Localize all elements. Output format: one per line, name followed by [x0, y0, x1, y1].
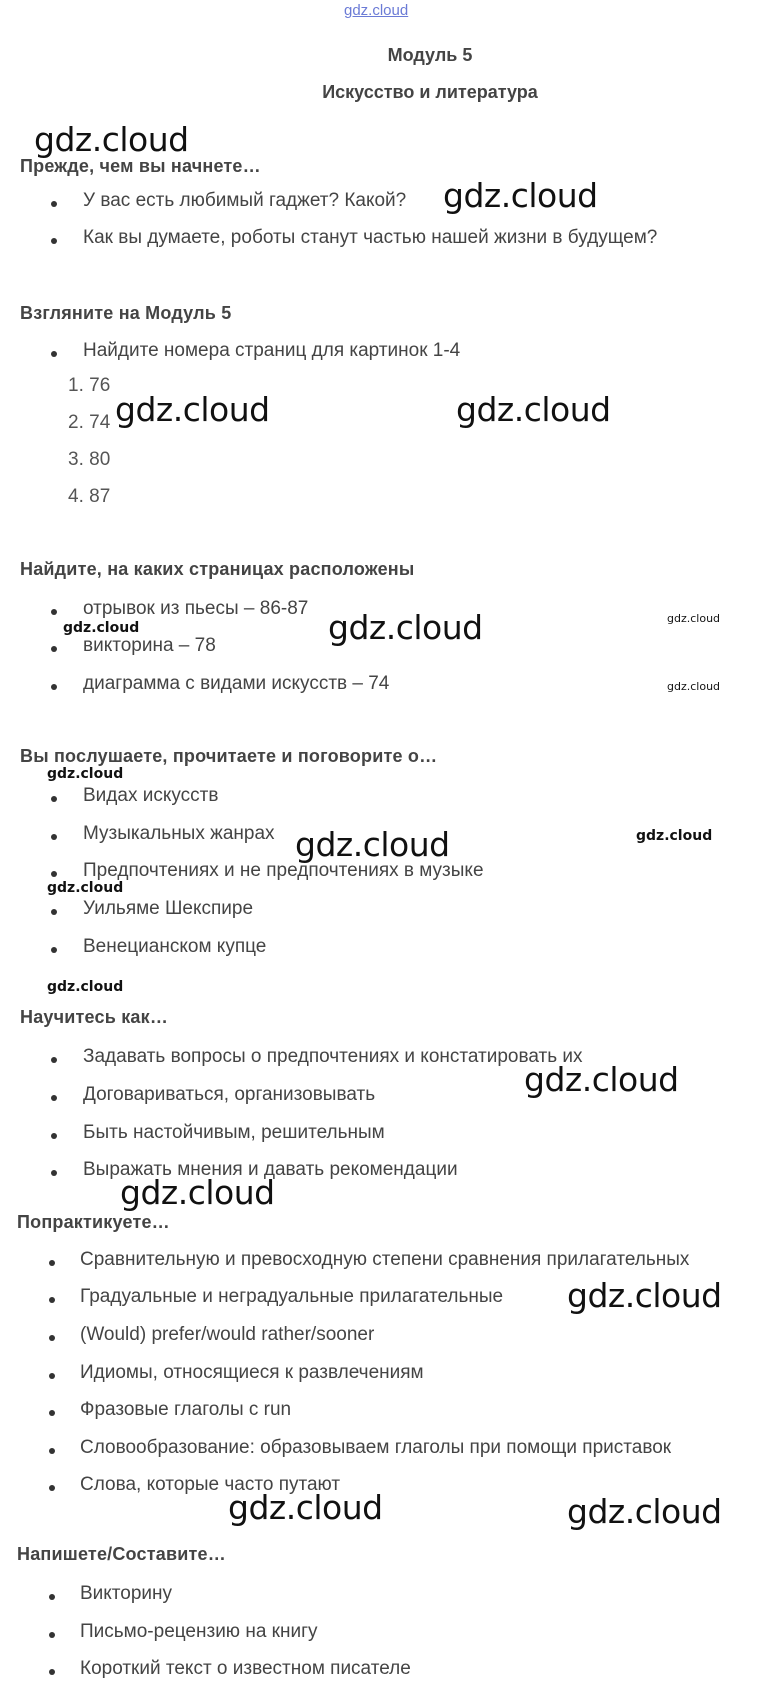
bullet-icon	[51, 909, 57, 915]
bullet-icon	[51, 834, 57, 840]
watermark: gdz.cloud	[115, 390, 270, 429]
list-item: викторина – 78	[83, 635, 216, 656]
list-item: Видах искусств	[83, 785, 219, 806]
watermark: gdz.cloud	[34, 120, 189, 159]
bullet-icon	[49, 1448, 55, 1454]
bullet-icon	[49, 1373, 55, 1379]
watermark: gdz.cloud	[567, 1276, 722, 1315]
bullet-icon	[51, 351, 57, 357]
watermark: gdz.cloud	[667, 680, 721, 693]
watermark: gdz.cloud	[524, 1060, 679, 1099]
numbered-item: 1. 76	[68, 375, 111, 396]
numbered-item: 4. 87	[68, 486, 111, 507]
list-item: Градуальные и неградуальные прилагательные	[80, 1286, 504, 1307]
numbered-item: 2. 74	[68, 412, 111, 433]
list-item: Слова, которые часто путают	[80, 1474, 341, 1495]
heading-listen: Вы послушаете, прочитаете и поговорите о…	[20, 746, 438, 766]
list-item: Короткий текст о известном писателе	[80, 1658, 411, 1679]
heading-find: Найдите, на каких страницах расположены	[20, 559, 415, 579]
list-item: отрывок из пьесы – 86-87	[83, 598, 309, 619]
module-subtitle: Искусство и литература	[322, 82, 538, 102]
bullet-icon	[49, 1260, 55, 1266]
heading-look: Взгляните на Модуль 5	[20, 303, 232, 323]
bullet-icon	[49, 1297, 55, 1303]
watermark: gdz.cloud	[295, 825, 450, 864]
watermark: gdz.cloud	[456, 390, 611, 429]
watermark: gdz.cloud	[636, 828, 713, 844]
list-item: Музыкальных жанрах	[83, 823, 275, 844]
list-item: У вас есть любимый гаджет? Какой?	[83, 190, 407, 211]
watermark: gdz.cloud	[47, 979, 124, 995]
bullet-icon	[49, 1669, 55, 1675]
watermark: gdz.cloud	[120, 1173, 275, 1212]
list-item: Быть настойчивым, решительным	[83, 1122, 385, 1143]
bullet-icon	[51, 238, 57, 244]
watermark: gdz.cloud	[328, 608, 483, 647]
watermark: gdz.cloud	[47, 880, 124, 896]
heading-learn: Научитесь как…	[20, 1007, 169, 1027]
list-item: диаграмма с видами искусств – 74	[83, 673, 390, 694]
list-item: Венецианском купце	[83, 936, 267, 957]
bullet-icon	[51, 1095, 57, 1101]
list-item: Идиомы, относящиеся к развлечениям	[80, 1362, 424, 1383]
heading-before: Прежде, чем вы начнете…	[20, 156, 261, 176]
watermark: gdz.cloud	[63, 620, 140, 636]
list-item: Письмо-рецензию на книгу	[80, 1621, 318, 1642]
bullet-icon	[51, 609, 57, 615]
watermark: gdz.cloud	[228, 1488, 383, 1527]
top-link[interactable]: gdz.cloud	[344, 2, 409, 19]
watermark: gdz.cloud	[667, 612, 721, 625]
bullet-icon	[49, 1594, 55, 1600]
watermark: gdz.cloud	[47, 766, 124, 782]
heading-practice: Попрактикуете…	[17, 1212, 170, 1232]
list-item: Задавать вопросы о предпочтениях и констатировать их	[83, 1046, 583, 1067]
watermark: gdz.cloud	[567, 1492, 722, 1531]
list-item: Договариваться, организовывать	[83, 1084, 376, 1105]
bullet-icon	[51, 796, 57, 802]
heading-write: Напишете/Составите…	[17, 1544, 226, 1564]
list-item: Найдите номера страниц для картинок 1-4	[83, 340, 461, 361]
bullet-icon	[51, 871, 57, 877]
watermark: gdz.cloud	[443, 176, 598, 215]
bullet-icon	[51, 947, 57, 953]
list-item: Викторину	[80, 1583, 173, 1604]
bullet-icon	[51, 1133, 57, 1139]
list-item: Словообразование: образовываем глаголы при помощи приставок	[80, 1437, 672, 1458]
bullet-icon	[49, 1410, 55, 1416]
bullet-icon	[51, 1170, 57, 1176]
list-item: Предпочтениях и не предпочтениях в музыке	[83, 860, 484, 881]
bullet-icon	[51, 1057, 57, 1063]
list-item: Сравнительную и превосходную степени сравнения прилагательных	[80, 1249, 690, 1270]
bullet-icon	[51, 646, 57, 652]
bullet-icon	[51, 684, 57, 690]
numbered-item: 3. 80	[68, 449, 111, 470]
list-item: Фразовые глаголы с run	[80, 1399, 292, 1420]
list-item: Уильяме Шекспире	[83, 898, 254, 919]
bullet-icon	[51, 201, 57, 207]
bullet-icon	[49, 1335, 55, 1341]
list-item: Выражать мнения и давать рекомендации	[83, 1159, 458, 1180]
bullet-icon	[49, 1632, 55, 1638]
bullet-icon	[49, 1485, 55, 1491]
module-title: Модуль 5	[387, 45, 473, 65]
list-item: Как вы думаете, роботы станут частью нашей жизни в будущем?	[83, 227, 658, 248]
list-item: (Would) prefer/would rather/sooner	[80, 1324, 375, 1345]
